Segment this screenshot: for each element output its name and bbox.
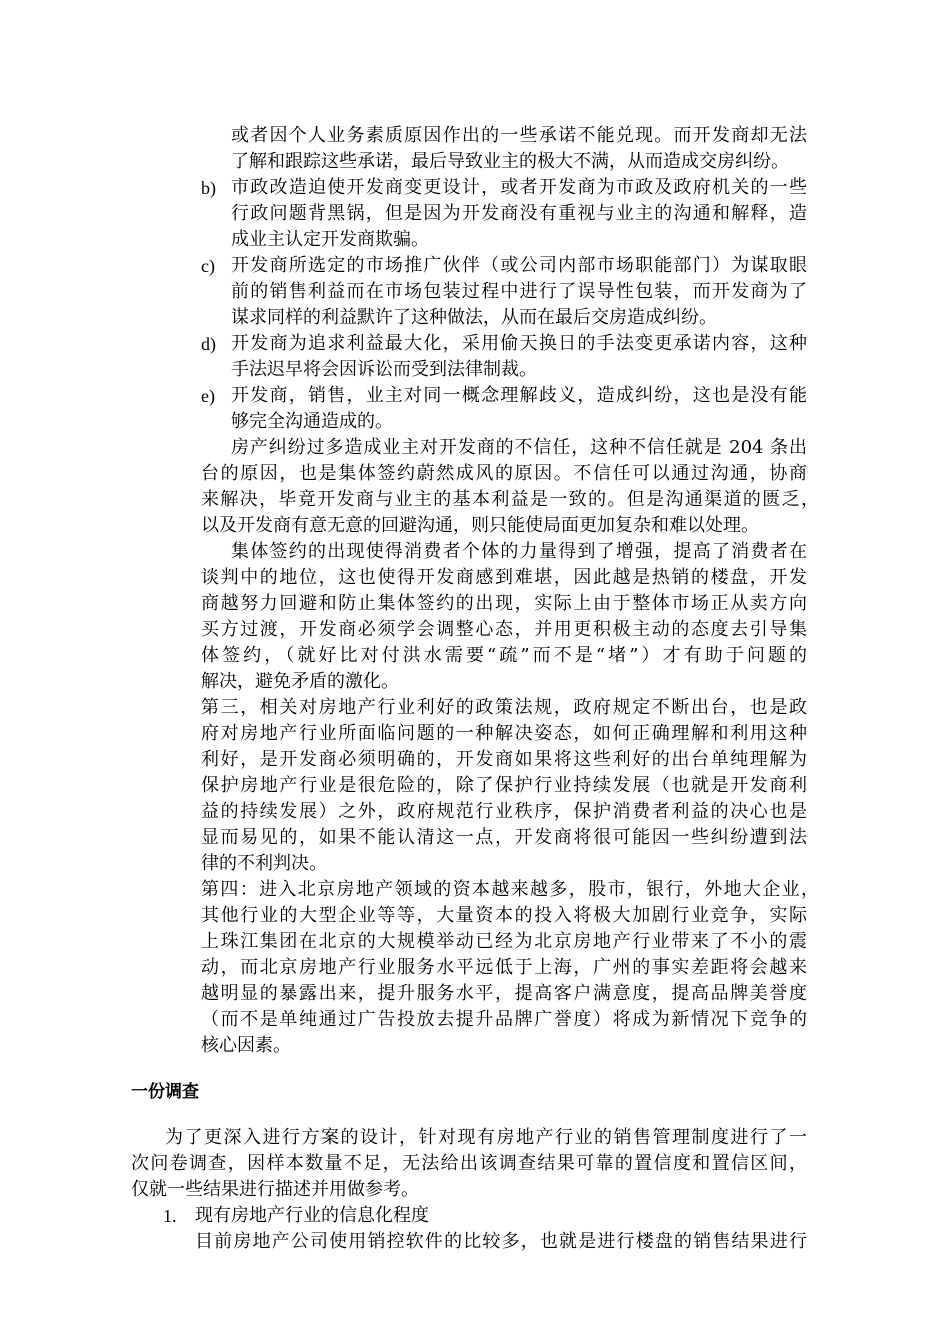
list-marker-d: d): [201, 334, 216, 354]
paragraph-line: 保护房地产行业是很危险的，除了保护行业持续发展（也就是开发商利: [201, 775, 807, 796]
list-marker-e: e): [201, 386, 215, 406]
paragraph-line: 律的不利判决。: [201, 853, 327, 874]
item-c-line: 前的销售利益而在市场包装过程中进行了误导性包装，而开发商为了: [231, 281, 807, 302]
paragraph-line: 显而易见的，如果不能认清这一点，开发商将很可能因一些纠纷遭到法: [201, 827, 807, 848]
paragraph-line: 动，而北京房地产行业服务水平远低于上海，广州的事实差距将会越来: [201, 957, 807, 978]
paragraph-line: 第四：进入北京房地产领域的资本越来越多，股市，银行，外地大企业，: [201, 879, 819, 900]
paragraph-line: 房产纠纷过多造成业主对开发商的不信任，这种不信任就是 204 条出: [231, 437, 807, 458]
paragraph-line: 来解决，毕竟开发商与业主的基本利益是一致的。但是沟通渠道的匮乏，: [201, 489, 819, 510]
paragraph-line: 利好，是开发商必须明确的，开发商如果将这些利好的出台单纯理解为: [201, 749, 807, 770]
item-a-line: 了解和跟踪这些承诺，最后导致业主的极大不满，从而造成交房纠纷。: [231, 151, 789, 172]
item-d-line: 手法迟早将会因诉讼而受到法律制裁。: [231, 359, 537, 380]
item-b-line: 市政改造迫使开发商变更设计，或者开发商为市政及政府机关的一些: [231, 177, 807, 198]
paragraph-line: （而不是单纯通过广告投放去提升品牌广誉度）将成为新情况下竞争的: [201, 1009, 807, 1030]
paragraph-line: 核心因素。: [201, 1035, 291, 1056]
item-c-line: 谋求同样的利益默许了这种做法，从而在最后交房造成纠纷。: [231, 307, 717, 328]
list-marker-b: b): [201, 178, 216, 198]
list-item-text: 现有房地产行业的信息化程度: [195, 1205, 429, 1226]
paragraph-line: 第三，相关对房地产行业利好的政策法规，政府规定不断出台，也是政: [201, 697, 807, 718]
paragraph-line: 商越努力回避和防止集体签约的出现，实际上由于整体市场正从卖方向: [201, 593, 807, 614]
item-e-line: 开发商，销售，业主对同一概念理解歧义，造成纠纷，这也是没有能: [231, 385, 807, 406]
item-b-line: 行政问题背黑锅，但是因为开发商没有重视与业主的沟通和解释，造: [231, 203, 807, 224]
list-number-1: 1.: [163, 1206, 177, 1226]
paragraph-line: 台的原因，也是集体签约蔚然成风的原因。不信任可以通过沟通，协商: [201, 463, 807, 484]
paragraph-line: 其他行业的大型企业等等，大量资本的投入将极大加剧行业竞争，实际: [201, 905, 807, 926]
paragraph-line: 买方过渡，开发商必须学会调整心态，并用更积极主动的态度去引导集: [201, 619, 807, 640]
paragraph-line: 为了更深入进行方案的设计，针对现有房地产行业的销售管理制度进行了一: [165, 1127, 807, 1148]
paragraph-line: 目前房地产公司使用销控软件的比较多，也就是进行楼盘的销售结果进行: [195, 1231, 807, 1252]
paragraph-line: 解决，避免矛盾的激化。: [201, 671, 399, 692]
item-d-line: 开发商为追求利益最大化，采用偷天换日的手法变更承诺内容，这种: [231, 333, 807, 354]
paragraph-line: 次问卷调查，因样本数量不足，无法给出该调查结果可靠的置信度和置信区间，: [131, 1153, 807, 1174]
paragraph-line: 上珠江集团在北京的大规模举动已经为北京房地产行业带来了不小的震: [201, 931, 807, 952]
paragraph-line: 益的持续发展）之外，政府规范行业秩序，保护消费者利益的决心也是: [201, 801, 807, 822]
paragraph-line: 以及开发商有意无意的回避沟通，则只能使局面更加复杂和难以处理。: [201, 515, 759, 536]
item-b-line: 成业主认定开发商欺骗。: [231, 229, 429, 250]
item-a-line: 或者因个人业务素质原因作出的一些承诺不能兑现。而开发商却无法: [231, 125, 807, 146]
paragraph-line: 仅就一些结果进行描述并用做参考。: [131, 1179, 419, 1200]
list-marker-c: c): [201, 256, 215, 276]
paragraph-line: 集体签约的出现使得消费者个体的力量得到了增强，提高了消费者在: [231, 541, 807, 562]
paragraph-line: 谈判中的地位，这也使得开发商感到难堪，因此越是热销的楼盘，开发: [201, 567, 807, 588]
item-e-line: 够完全沟通造成的。: [231, 411, 393, 432]
paragraph-line: 越明显的暴露出来，提升服务水平，提高客户满意度，提高品牌美誉度: [201, 983, 807, 1004]
paragraph-line: 体签约，（就好比对付洪水需要“疏”而不是“堵”）才有助于问题的: [201, 645, 807, 666]
item-c-line: 开发商所选定的市场推广伙伴（或公司内部市场职能部门）为谋取眼: [231, 255, 807, 276]
paragraph-line: 府对房地产行业所面临问题的一种解决姿态，如何正确理解和利用这种: [201, 723, 807, 744]
section-heading: 一份调查: [131, 1082, 199, 1102]
